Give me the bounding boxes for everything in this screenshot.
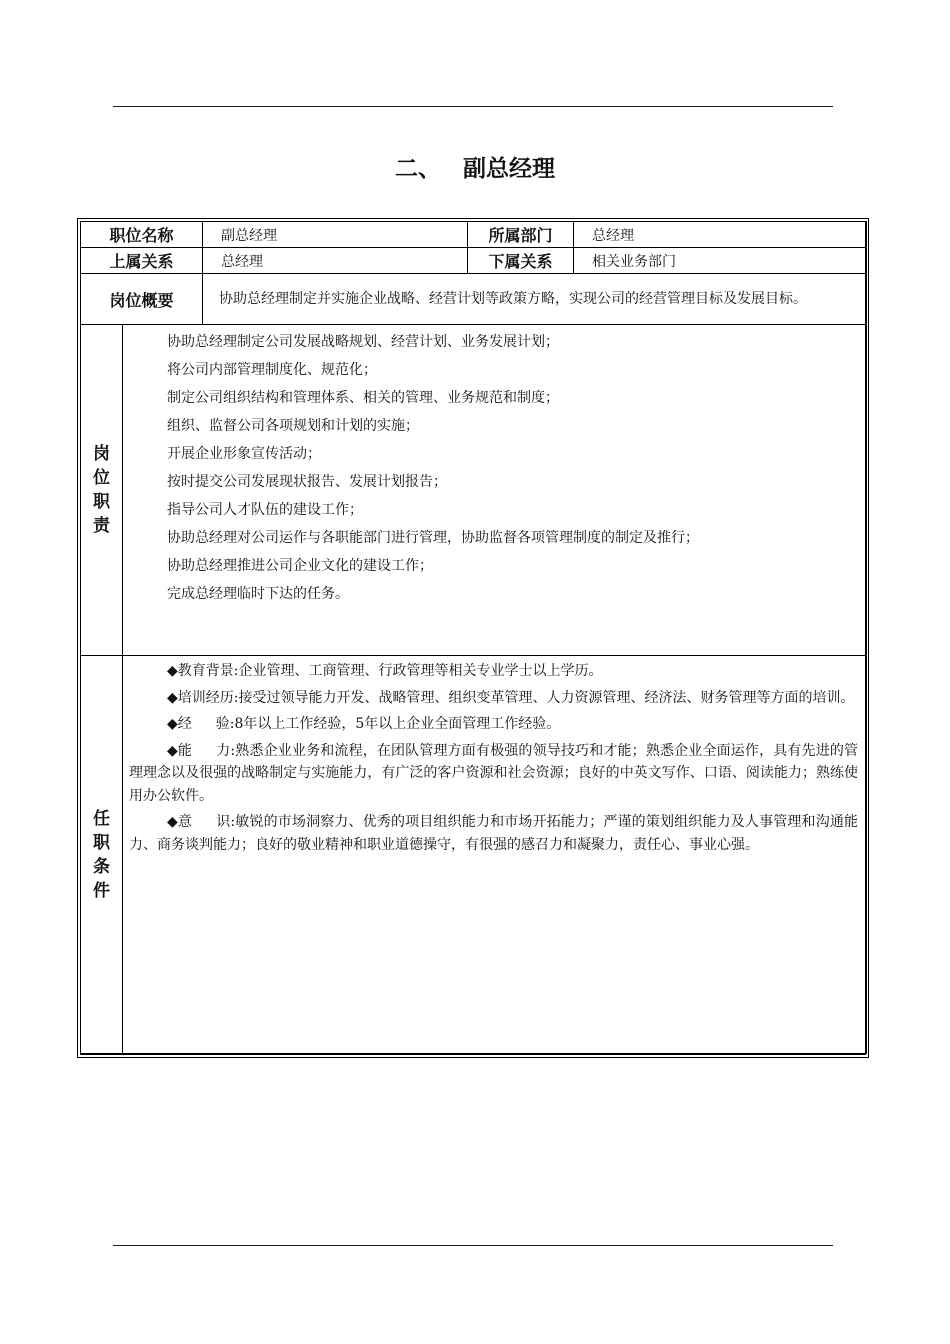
section-number: 二、 — [395, 156, 441, 182]
row-summary — [81, 274, 867, 325]
list-item: 组织、监督公司各项规划和计划的实施； — [167, 418, 419, 434]
list-item: ◆能 力:熟悉企业业务和流程，在团队管理方面有极强的领导技巧和才能；熟悉企业全面运作，具有先进的管理理念以及很强的战略制定与实施能力，有广泛的客户资源和社会资源；良好的中英文写作、口语、阅读能力；熟练使用办公软件。 — [129, 742, 859, 804]
header-rule — [113, 106, 833, 107]
row-relations — [81, 248, 867, 274]
list-item: 开展企业形象宣传活动； — [167, 446, 321, 462]
subordinate-label: 下属关系 — [468, 248, 574, 274]
job-description-table — [80, 221, 867, 1054]
list-item: 完成总经理临时下达的任务。 — [167, 586, 349, 602]
requirements-label: 任 职 条 件 — [81, 656, 123, 1054]
summary-value: 协助总经理制定并实施企业战略、经营计划等政策方略，实现公司的经营管理目标及发展目标。 — [203, 274, 867, 325]
footer-rule — [113, 1245, 833, 1246]
list-item: 将公司内部管理制度化、规范化； — [167, 362, 377, 378]
row-duties — [81, 325, 867, 656]
position-name-label: 职位名称 — [81, 222, 203, 248]
position-name-value: 副总经理 — [203, 222, 468, 248]
superior-label: 上属关系 — [81, 248, 203, 274]
row-position — [81, 222, 867, 248]
list-item: ◆经 验:8年以上工作经验，5年以上企业全面管理工作经验。 — [167, 716, 561, 732]
subordinate-value: 相关业务部门 — [574, 248, 867, 274]
list-item: 制定公司组织结构和管理体系、相关的管理、业务规范和制度； — [167, 390, 559, 406]
list-item: ◆意 识:敏锐的市场洞察力、优秀的项目组织能力和市场开拓能力；严谨的策划组织能力及人事管理和沟通能力、商务谈判能力；良好的敬业精神和职业道德操守，有很强的感召力和凝聚力，责任心、事业心强。 — [129, 814, 859, 853]
summary-label: 岗位概要 — [81, 274, 203, 325]
list-item: 协助总经理推进公司企业文化的建设工作； — [167, 558, 433, 574]
department-value: 总经理 — [574, 222, 867, 248]
row-requirements — [81, 656, 867, 1054]
requirements-list — [123, 656, 867, 1054]
list-item: ◆培训经历:接受过领导能力开发、战略管理、组织变革管理、人力资源管理、经济法、财务管理等方面的培训。 — [167, 689, 855, 706]
superior-value: 总经理 — [203, 248, 468, 274]
list-item: 协助总经理制定公司发展战略规划、经营计划、业务发展计划； — [167, 334, 559, 350]
duties-label: 岗 位 职 责 — [81, 325, 123, 656]
list-item: 指导公司人才队伍的建设工作； — [167, 502, 363, 518]
duties-list — [123, 325, 867, 656]
list-item: 按时提交公司发展现状报告、发展计划报告； — [167, 474, 447, 490]
list-item: 协助总经理对公司运作与各职能部门进行管理，协助监督各项管理制度的制定及推行； — [167, 530, 699, 546]
page-title — [0, 150, 950, 183]
department-label: 所属部门 — [468, 222, 574, 248]
list-item: ◆教育背景:企业管理、工商管理、行政管理等相关专业学士以上学历。 — [167, 663, 603, 679]
title-text: 副总经理 — [463, 156, 555, 182]
